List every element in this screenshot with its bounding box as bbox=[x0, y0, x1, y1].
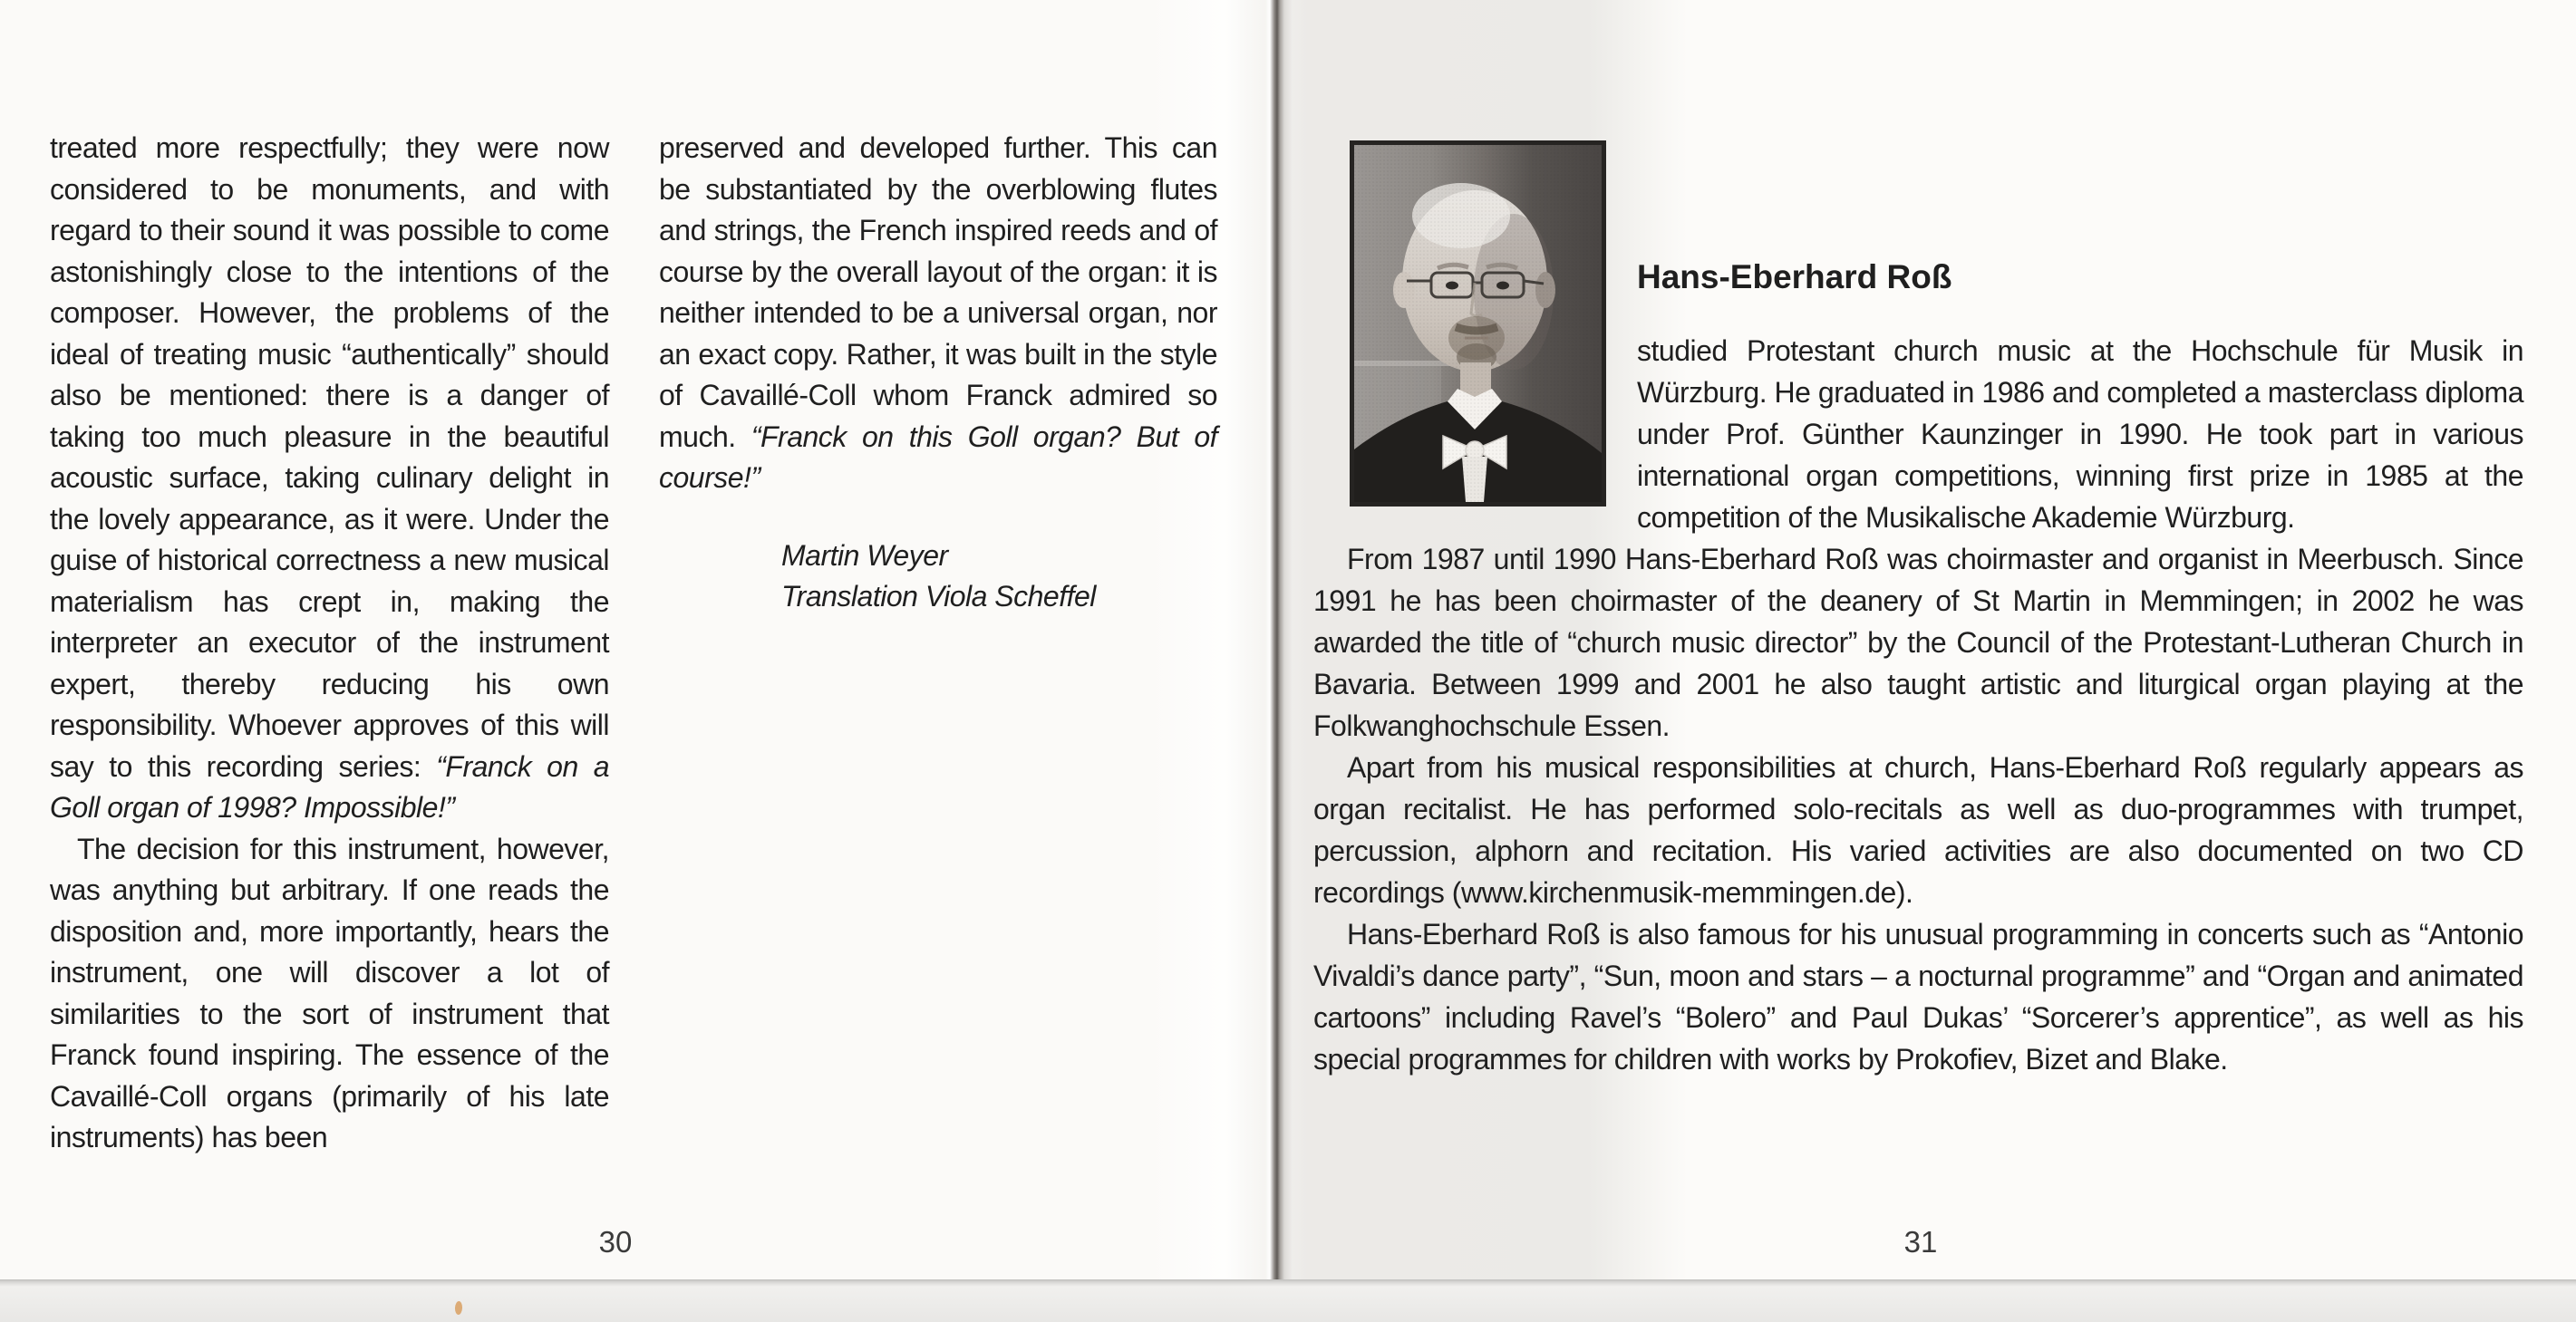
portrait-photo bbox=[1350, 140, 1606, 507]
page-number-left: 30 bbox=[598, 1225, 633, 1259]
biography-block bbox=[1313, 132, 2523, 1080]
biography-heading: Hans-Eberhard Roß bbox=[1637, 258, 1952, 295]
left-page-column-1 bbox=[50, 128, 609, 1159]
article-paragraph: The decision for this instrument, however, was anything but arbitrary. If one reads the disposition and, more importantly, hears the instrument, one will discover a lot of similarities to the sort of instrument that Franck found inspiring. The essence of the Cavaillé-Coll organs (primarily of his late instruments) has been bbox=[50, 832, 609, 1153]
left-page-column-2 bbox=[659, 128, 1217, 618]
portrait-illustration bbox=[1354, 145, 1602, 502]
quote-italic: “Franck on a Goll organ of 1998? Impossible!” bbox=[50, 749, 610, 824]
quote-italic: “Franck on this Goll organ? But of course!” bbox=[659, 420, 1218, 494]
article-paragraph-continued bbox=[659, 128, 1217, 499]
biography-paragraph-2: From 1987 until 1990 Hans-Eberhard Roß was choirmaster and organist in Meerbusch. Since 1991 he has been choirmaster of the deanery of St Martin in Memmingen; in 2002 he was awarded the title of “church music director” by the Council of the Protestant-Lutheran Church in Bavaria. Between 1999 and 2001 he also taught artistic and liturgical organ playing at the Folkwanghochschule Essen. bbox=[1313, 543, 2523, 742]
paragraph-text: treated more respectfully; they were now considered to be monuments, and with regard to their sound it was possible to come astonishingly close to the intentions of the composer. However, the problems of the ideal of treating music “authentically” should also be mentioned: there is a danger of taking too much pleasure in the beautiful acoustic surface, taking culinary delight in the lovely appearance, as it were. Under the guise of historical correctness a new musical materialism has crept in, making the interpreter an executor of the instrument expert, thereby reducing his own responsibility. Whoever approves of this will say to this recording series: bbox=[50, 131, 609, 783]
left-page bbox=[0, 0, 1276, 1279]
biography-paragraph-1: studied Protestant church music at the Hochschule für Musik in Würzburg. He graduated in 1986 and completed a masterclass diploma under Prof. Günther Kaunzinger in 1990. He took part in various international organ competitions, winning first prize in 1985 at the competition of the Musikalische Akademie Würzburg. bbox=[1637, 334, 2523, 534]
author-credit: Martin Weyer bbox=[781, 538, 948, 572]
biography-paragraph-3: Apart from his musical responsibilities at church, Hans-Eberhard Roß regularly appears as organ recitalist. He has performed solo-recitals as well as duo-programmes with trumpet, percussion, alphorn and recitation. His varied activities are also documented on two CD recordings (www.kirchenmusik-memmingen.de). bbox=[1313, 751, 2523, 909]
gutter-shadow bbox=[1265, 0, 1293, 1279]
translator-credit: Translation Viola Scheffel bbox=[781, 580, 1096, 613]
paragraph-text: preserved and developed further. This can be substantiated by the overblowing flutes and strings, the French inspired reeds and of course by the overall layout of the organ: it is neither intended to be a universal organ, nor an exact copy. Rather, it was built in the style of Cavaillé-Coll whom Franck admired so much. bbox=[659, 131, 1217, 453]
scanner-edge bbox=[0, 1279, 2576, 1322]
article-paragraph-continued bbox=[50, 128, 609, 829]
right-page bbox=[1280, 0, 2576, 1279]
biography-paragraph-4: Hans-Eberhard Roß is also famous for his unusual programming in concerts such as “Antonio Vivaldi’s dance party”, “Sun, moon and stars – a nocturnal programme” and “Organ and animated cartoons” including Ravel’s “Bolero” and Paul Dukas’ “Sorcerer’s apprentice”, as well as his special programmes for children with works by Prokofiev, Bizet and Blake. bbox=[1313, 918, 2523, 1076]
credits-block bbox=[659, 536, 1217, 618]
page-number-right: 31 bbox=[1903, 1225, 1938, 1259]
